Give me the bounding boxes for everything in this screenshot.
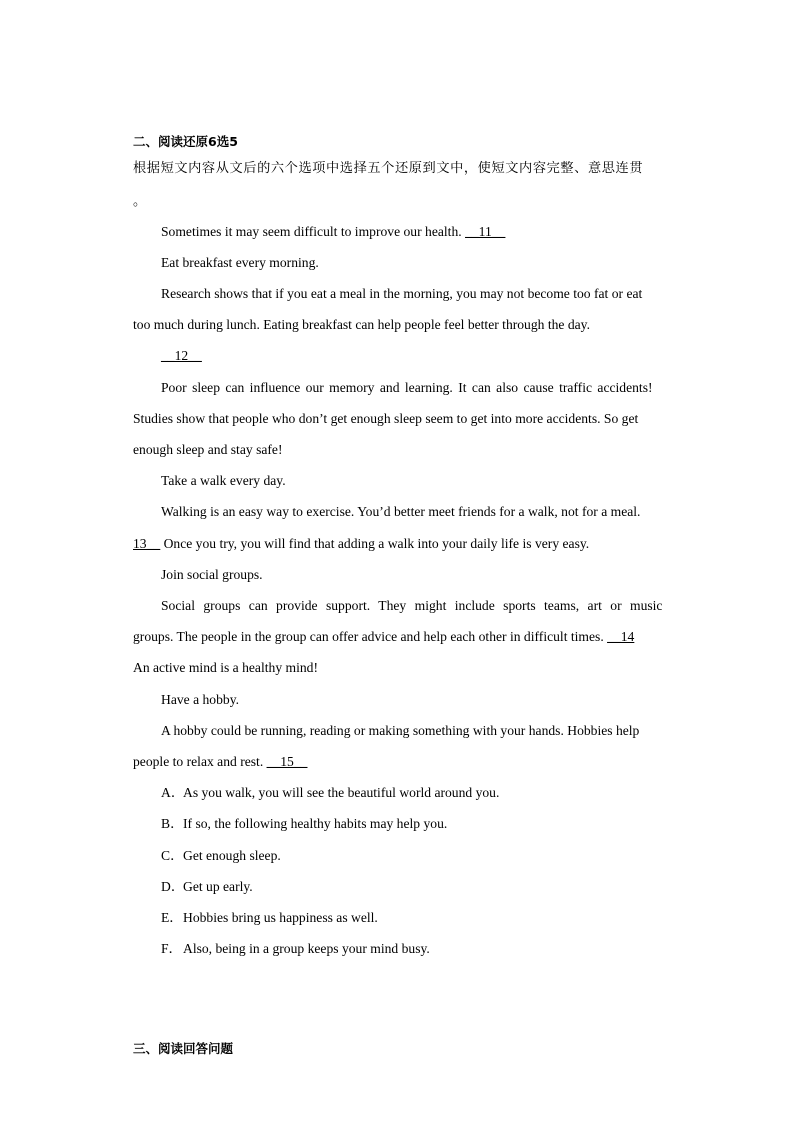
passage-intro (161, 223, 505, 241)
blank-13: 13__ (133, 536, 161, 551)
tip-heading-hobby: Have a hobby. (161, 692, 240, 707)
paragraph-4-line-2 (133, 628, 634, 646)
option-c (161, 847, 281, 865)
option-text: If so, the following healthy habits may help you. (183, 816, 448, 831)
section-title-3: 三、阅读回答问题 (133, 1041, 234, 1056)
paragraph-5-line-2 (133, 753, 307, 771)
option-letter: D． (161, 879, 185, 894)
paragraph-5-line-1: A hobby could be running, reading or making something with your hands. Hobbies help (161, 723, 640, 738)
instructions-line-1: 根据短文内容从文后的六个选项中选择五个还原到文中，使短文内容完整、意思连贯 (133, 161, 644, 176)
option-text: Get up early. (183, 879, 253, 894)
option-text: Get enough sleep. (183, 848, 281, 863)
blank-11: __11__ (465, 224, 506, 239)
paragraph-3-text: Once you try, you will find that adding a walk into your daily life is very easy. (163, 536, 590, 551)
tip-heading-social: Join social groups. (161, 567, 263, 582)
paragraph-3-line-1: Walking is an easy way to exercise. You’d better meet friends for a walk, not for a meal. (161, 504, 641, 519)
option-letter: E． (161, 910, 183, 925)
option-text: Also, being in a group keeps your mind busy. (183, 941, 430, 956)
tip-heading-walk: Take a walk every day. (161, 473, 286, 488)
option-letter: B． (161, 816, 184, 831)
intro-text: Sometimes it may seem difficult to improve our health. (161, 224, 462, 239)
option-text: As you walk, you will see the beautiful world around you. (183, 785, 500, 800)
tip-heading-breakfast: Eat breakfast every morning. (161, 255, 319, 270)
option-e (161, 909, 378, 927)
option-a (161, 784, 499, 802)
option-text: Hobbies bring us happiness as well. (183, 910, 378, 925)
paragraph-2-line-1: Poor sleep can influence our memory and learning. It can also cause traffic accidents! (161, 380, 653, 395)
blank-12: __12__ (161, 348, 202, 363)
paragraph-4-line-3: An active mind is a healthy mind! (133, 660, 318, 675)
paragraph-1-line-1: Research shows that if you eat a meal in the morning, you may not become too fat or eat (161, 286, 643, 301)
option-d (161, 878, 253, 896)
paragraph-5-text: people to relax and rest. (133, 754, 264, 769)
paragraph-4-line-1: Social groups can provide support. They might include sports teams, art or music (161, 598, 663, 613)
option-letter: F． (161, 941, 183, 956)
paragraph-1-line-2: too much during lunch. Eating breakfast can help people feel better through the day. (133, 317, 590, 332)
section-title: 二、阅读还原6选5 (133, 134, 238, 149)
paragraph-4-text: groups. The people in the group can offer advice and help each other in difficult times. (133, 629, 604, 644)
option-letter: A． (161, 785, 185, 800)
instructions-line-2: 。 (133, 194, 147, 209)
paragraph-3-line-2 (133, 535, 589, 553)
option-letter: C． (161, 848, 184, 863)
paragraph-2-line-3: enough sleep and stay safe! (133, 442, 283, 457)
paragraph-2-line-2: Studies show that people who don’t get enough sleep seem to get into more accidents. So get (133, 411, 639, 426)
blank-14: __14 (607, 629, 635, 644)
blank-15: __15__ (266, 754, 308, 769)
option-b (161, 815, 447, 833)
option-f (161, 940, 430, 958)
